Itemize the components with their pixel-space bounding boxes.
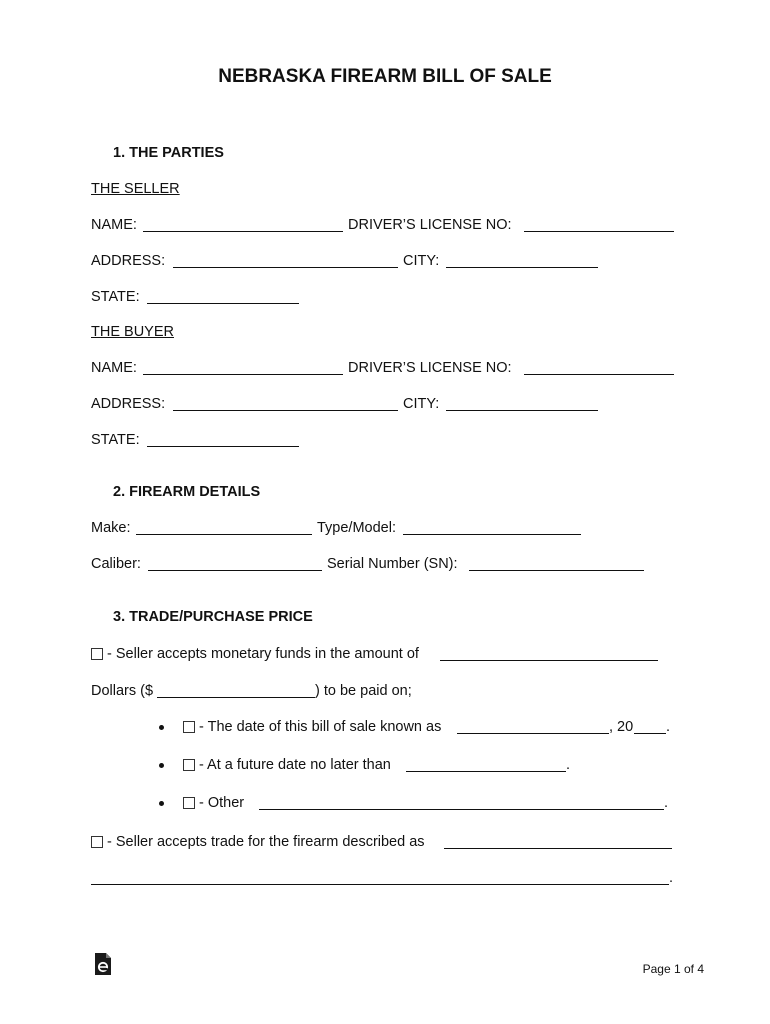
caliber-label: Caliber: xyxy=(91,556,141,572)
other-field[interactable] xyxy=(259,809,664,810)
make-field[interactable] xyxy=(136,534,312,535)
bill-date-field[interactable] xyxy=(457,733,609,734)
document-title: NEBRASKA FIREARM BILL OF SALE xyxy=(218,66,552,87)
buyer-state-label: STATE: xyxy=(91,432,140,448)
dollars-label: Dollars ($ xyxy=(91,683,154,699)
monetary-checkbox[interactable] xyxy=(91,648,103,660)
seller-address-field[interactable] xyxy=(173,267,398,268)
future-date-checkbox[interactable] xyxy=(183,759,195,771)
buyer-name-label: NAME: xyxy=(91,360,137,376)
bill-date-label: - The date of this bill of sale known as xyxy=(199,719,442,735)
caliber-field[interactable] xyxy=(148,570,322,571)
section-price-heading: 3. TRADE/PURCHASE PRICE xyxy=(113,609,313,625)
year-prefix: , 20 xyxy=(609,719,634,735)
future-date-period: . xyxy=(566,757,571,773)
seller-license-label: DRIVER’S LICENSE NO: xyxy=(348,217,512,233)
bullet xyxy=(159,801,164,806)
seller-city-label: CITY: xyxy=(403,253,440,269)
seller-heading: THE SELLER xyxy=(91,181,180,197)
bill-date-period: . xyxy=(666,719,671,735)
monetary-amount-field[interactable] xyxy=(440,660,658,661)
future-date-field[interactable] xyxy=(406,771,566,772)
buyer-name-field[interactable] xyxy=(143,374,343,375)
trade-label: - Seller accepts trade for the firearm described as xyxy=(107,834,425,850)
buyer-address-field[interactable] xyxy=(173,410,398,411)
other-label: - Other xyxy=(199,795,245,811)
trade-description-continued-field[interactable] xyxy=(91,884,669,885)
section-parties-heading: 1. THE PARTIES xyxy=(113,145,224,161)
bullet xyxy=(159,725,164,730)
buyer-license-label: DRIVER’S LICENSE NO: xyxy=(348,360,512,376)
buyer-heading: THE BUYER xyxy=(91,324,174,340)
seller-name-field[interactable] xyxy=(143,231,343,232)
year-field[interactable] xyxy=(634,733,666,734)
bill-date-checkbox[interactable] xyxy=(183,721,195,733)
seller-name-label: NAME: xyxy=(91,217,137,233)
paid-on-label: ) to be paid on; xyxy=(315,683,412,699)
bullet xyxy=(159,763,164,768)
serial-number-field[interactable] xyxy=(469,570,644,571)
seller-city-field[interactable] xyxy=(446,267,598,268)
trade-checkbox[interactable] xyxy=(91,836,103,848)
buyer-state-field[interactable] xyxy=(147,446,299,447)
future-date-label: - At a future date no later than xyxy=(199,757,391,773)
trade-period: . xyxy=(669,870,674,886)
other-period: . xyxy=(664,795,669,811)
buyer-city-field[interactable] xyxy=(446,410,598,411)
trade-description-field[interactable] xyxy=(444,848,672,849)
seller-state-field[interactable] xyxy=(147,303,299,304)
page-number: Page 1 of 4 xyxy=(642,962,704,976)
buyer-city-label: CITY: xyxy=(403,396,440,412)
seller-state-label: STATE: xyxy=(91,289,140,305)
other-checkbox[interactable] xyxy=(183,797,195,809)
eforms-logo-icon xyxy=(93,952,113,976)
buyer-license-field[interactable] xyxy=(524,374,674,375)
buyer-address-label: ADDRESS: xyxy=(91,396,166,412)
section-firearm-heading: 2. FIREARM DETAILS xyxy=(113,484,261,500)
seller-license-field[interactable] xyxy=(524,231,674,232)
serial-number-label: Serial Number (SN): xyxy=(327,556,458,572)
type-model-label: Type/Model: xyxy=(317,520,396,536)
monetary-label: - Seller accepts monetary funds in the amount of xyxy=(107,646,419,662)
seller-address-label: ADDRESS: xyxy=(91,253,166,269)
make-label: Make: xyxy=(91,520,131,536)
dollars-field[interactable] xyxy=(157,697,315,698)
type-model-field[interactable] xyxy=(403,534,581,535)
